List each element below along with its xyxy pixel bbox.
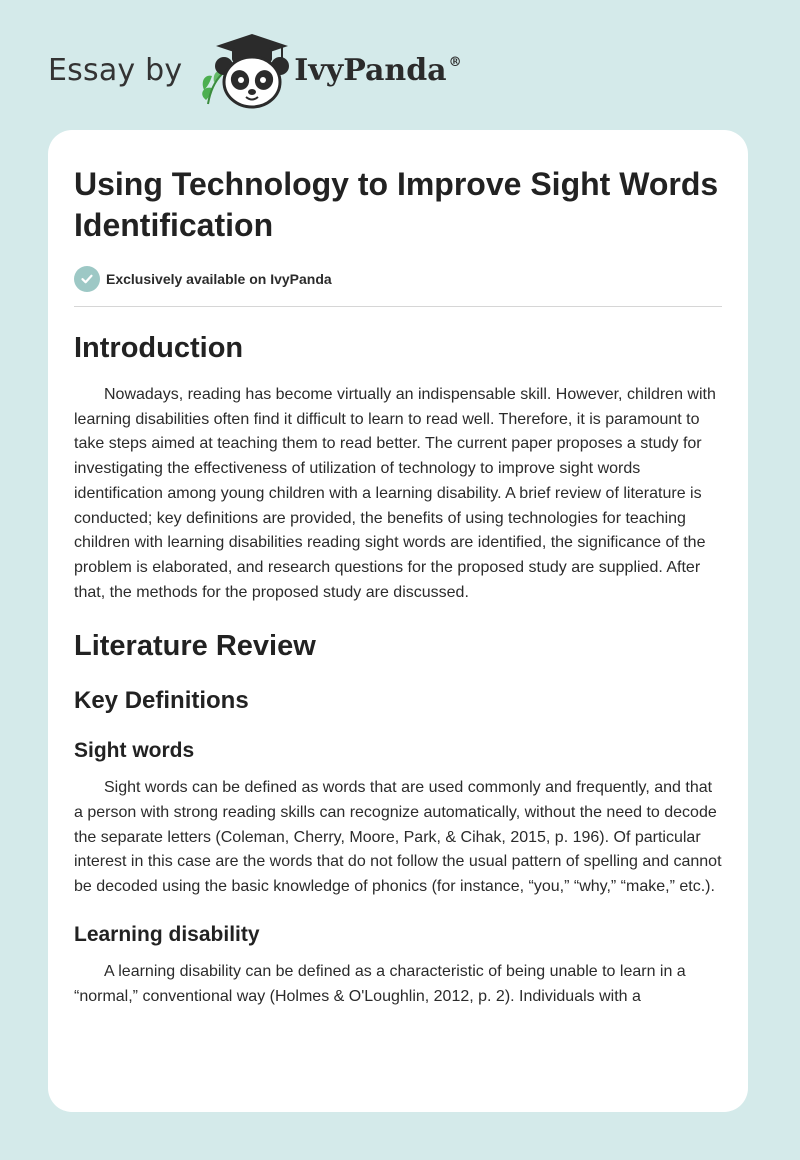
paragraph-introduction: Nowadays, reading has become virtually an indispensable skill. However, children with learning disabilities often find it difficult to learn to read well. Therefore, it is paramount to take steps aimed at teaching them to read better. The current paper proposes a study for investigating the effectiveness of utilization of technology to improve sight words identification among young children with a learning disability. A brief review of literature is conducted; key definitions are provided, the benefits of using technologies for teaching children with learning disabilities reading sight words are identified, the significance of the problem is elaborated, and research questions for the proposed study are supplied. After that, the methods for the proposed study are discussed.: [74, 386, 716, 601]
exclusive-badge: [74, 264, 722, 294]
divider: [74, 306, 722, 307]
registered-mark: ®: [448, 54, 462, 70]
brand-prefix: Essay by: [48, 52, 183, 88]
section-heading-literature-review: Literature Review: [74, 630, 316, 663]
ivypanda-logo-link[interactable]: [198, 30, 461, 110]
paragraph-sight-words: Sight words can be defined as words that are used commonly and frequently, and that a person with strong reading skills can recognize automatically, without the need to decode the separate letters (Coleman, Cherry, Moore, Park, & Cihak, 2015, p. 196). Of particular interest in this case are the words that do not follow the usual pattern of spelling and cannot be decoded using the basic knowledge of phonics (for instance, “you,” “why,” “make,” etc.).: [74, 779, 722, 896]
essay-title: Using Technology to Improve Sight Words Identification: [74, 166, 719, 243]
subsection-heading-key-definitions: Key Definitions: [74, 687, 249, 715]
essay-card: [48, 130, 748, 1112]
section-heading-introduction: Introduction: [74, 332, 244, 364]
brand-name-text: IvyPanda: [294, 52, 447, 88]
panda-graduate-logo-icon: [198, 30, 290, 110]
brand-name: [294, 53, 461, 88]
term-heading-learning-disability: Learning disability: [74, 922, 260, 946]
paragraph-learning-disability: A learning disability can be defined as a characteristic of being unable to learn in a “normal,” conventional way (Holmes & O'Loughlin, 2012, p. 2). Individuals with a: [74, 962, 686, 1005]
site-header: [48, 30, 462, 110]
exclusive-label: Exclusively available on IvyPanda: [106, 271, 332, 287]
term-heading-sight-words: Sight words: [74, 739, 195, 763]
check-icon: [74, 266, 100, 292]
